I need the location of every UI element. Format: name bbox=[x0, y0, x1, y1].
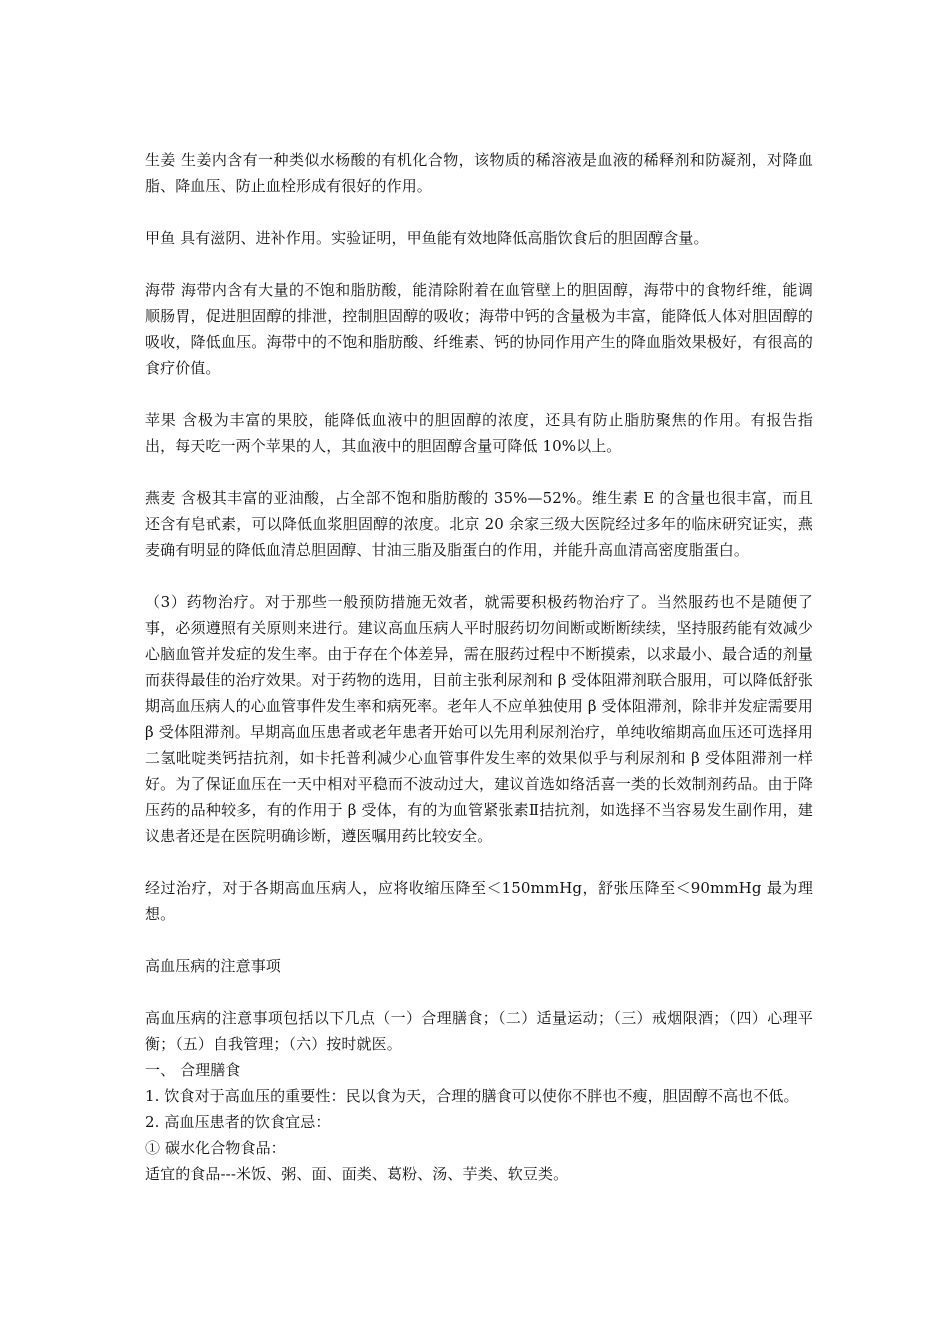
paragraph-target-pressure: 经过治疗，对于各期高血压病人，应将收缩压降至＜150mmHg，舒张压降至＜90mmHg 最为理想。 bbox=[145, 879, 813, 923]
list-item: 适宜的食品---米饭、粥、面、面类、葛粉、汤、芋类、软豆类。 bbox=[145, 1165, 569, 1183]
paragraph-spacer bbox=[145, 381, 813, 407]
paragraph-spacer bbox=[145, 251, 813, 277]
paragraph-ginger: 生姜 生姜内含有一种类似水杨酸的有机化合物，该物质的稀溶液是血液的稀释剂和防凝剂，对降血脂、降血压、防止血栓形成有很好的作用。 bbox=[145, 151, 813, 195]
list-item: 1. 饮食对于高血压的重要性：民以食为天，合理的膳食可以使你不胖也不瘦，胆固醇不高也不低。 bbox=[145, 1087, 799, 1105]
paragraph-spacer bbox=[145, 199, 813, 225]
paragraph-spacer bbox=[145, 849, 813, 875]
paragraph-spacer bbox=[145, 563, 813, 589]
list-heading-diet: 一、 合理膳食 bbox=[145, 1061, 241, 1079]
list-item: 2. 高血压患者的饮食宜忌： bbox=[145, 1113, 331, 1131]
paragraph-turtle: 甲鱼 具有滋阴、进补作用。实验证明，甲鱼能有效地降低高脂饮食后的胆固醇含量。 bbox=[145, 229, 709, 247]
section-heading: 高血压病的注意事项 bbox=[145, 957, 281, 975]
paragraph-kelp: 海带 海带内含有大量的不饱和脂肪酸，能清除附着在血管壁上的胆固醇，海带中的食物纤维，能调顺肠胃，促进胆固醇的排泄，控制胆固醇的吸收；海带中钙的含量极为丰富，能降低人体对胆固醇的吸收，降低血压。海带中的不饱和脂肪酸、纤维素、钙的协同作用产生的降血脂效果极好，有很高的食疗价值。 bbox=[145, 281, 813, 377]
paragraph-spacer bbox=[145, 459, 813, 485]
paragraph-spacer bbox=[145, 927, 813, 953]
paragraph-apple: 苹果 含极为丰富的果胶，能降低血液中的胆固醇的浓度，还具有防止脂肪聚焦的作用。有报告指出，每天吃一两个苹果的人，其血液中的胆固醇含量可降低 10%以上。 bbox=[145, 411, 813, 455]
paragraph-spacer bbox=[145, 979, 813, 1005]
document-body bbox=[145, 147, 813, 1187]
paragraph-oat: 燕麦 含极其丰富的亚油酸，占全部不饱和脂肪酸的 35%—52%。维生素 E 的含量也很丰富，而且还含有皂甙素，可以降低血浆胆固醇的浓度。北京 20 余家三级大医院经过多年的临床研究证实，燕麦确有明显的降低血清总胆固醇、甘油三脂及脂蛋白的作用，并能升高血清高密度脂蛋白。 bbox=[145, 489, 813, 559]
list-item: ① 碳水化合物食品： bbox=[145, 1139, 286, 1157]
paragraph-precautions: 高血压病的注意事项包括以下几点（一）合理膳食；（二）适量运动；（三）戒烟限酒；（四）心理平衡；（五）自我管理；（六）按时就医。 bbox=[145, 1009, 813, 1053]
paragraph-drug-treatment: （3）药物治疗。对于那些一般预防措施无效者，就需要积极药物治疗了。当然服药也不是随便了事，必须遵照有关原则来进行。建议高血压病人平时服药切勿间断或断断续续，坚持服药能有效减少心脑血管并发症的发生率。由于存在个体差异，需在服药过程中不断摸索，以求最小、最合适的剂量而获得最佳的治疗效果。对于药物的选用，目前主张利尿剂和 β 受体阻滞剂联合服用，可以降低舒张期高血压病人的心血管事件发生率和病死率。老年人不应单独使用 β 受体阻滞剂，除非并发症需要用 β 受体阻滞剂。早期高血压患者或老年患者开始可以先用利尿剂治疗，单纯收缩期高血压还可选择用二氢吡啶类钙拮抗剂，如卡托普利减少心血管事件发生率的效果似乎与利尿剂和 β 受体阻滞剂一样好。为了保证血压在一天中相对平稳而不波动过大，建议首选如络活喜一类的长效制剂药品。由于降压药的品种较多，有的作用于 β 受体，有的为血管紧张素Ⅱ拮抗剂，如选择不当容易发生副作用，建议患者还是在医院明确诊断，遵医嘱用药比较安全。 bbox=[145, 593, 813, 845]
